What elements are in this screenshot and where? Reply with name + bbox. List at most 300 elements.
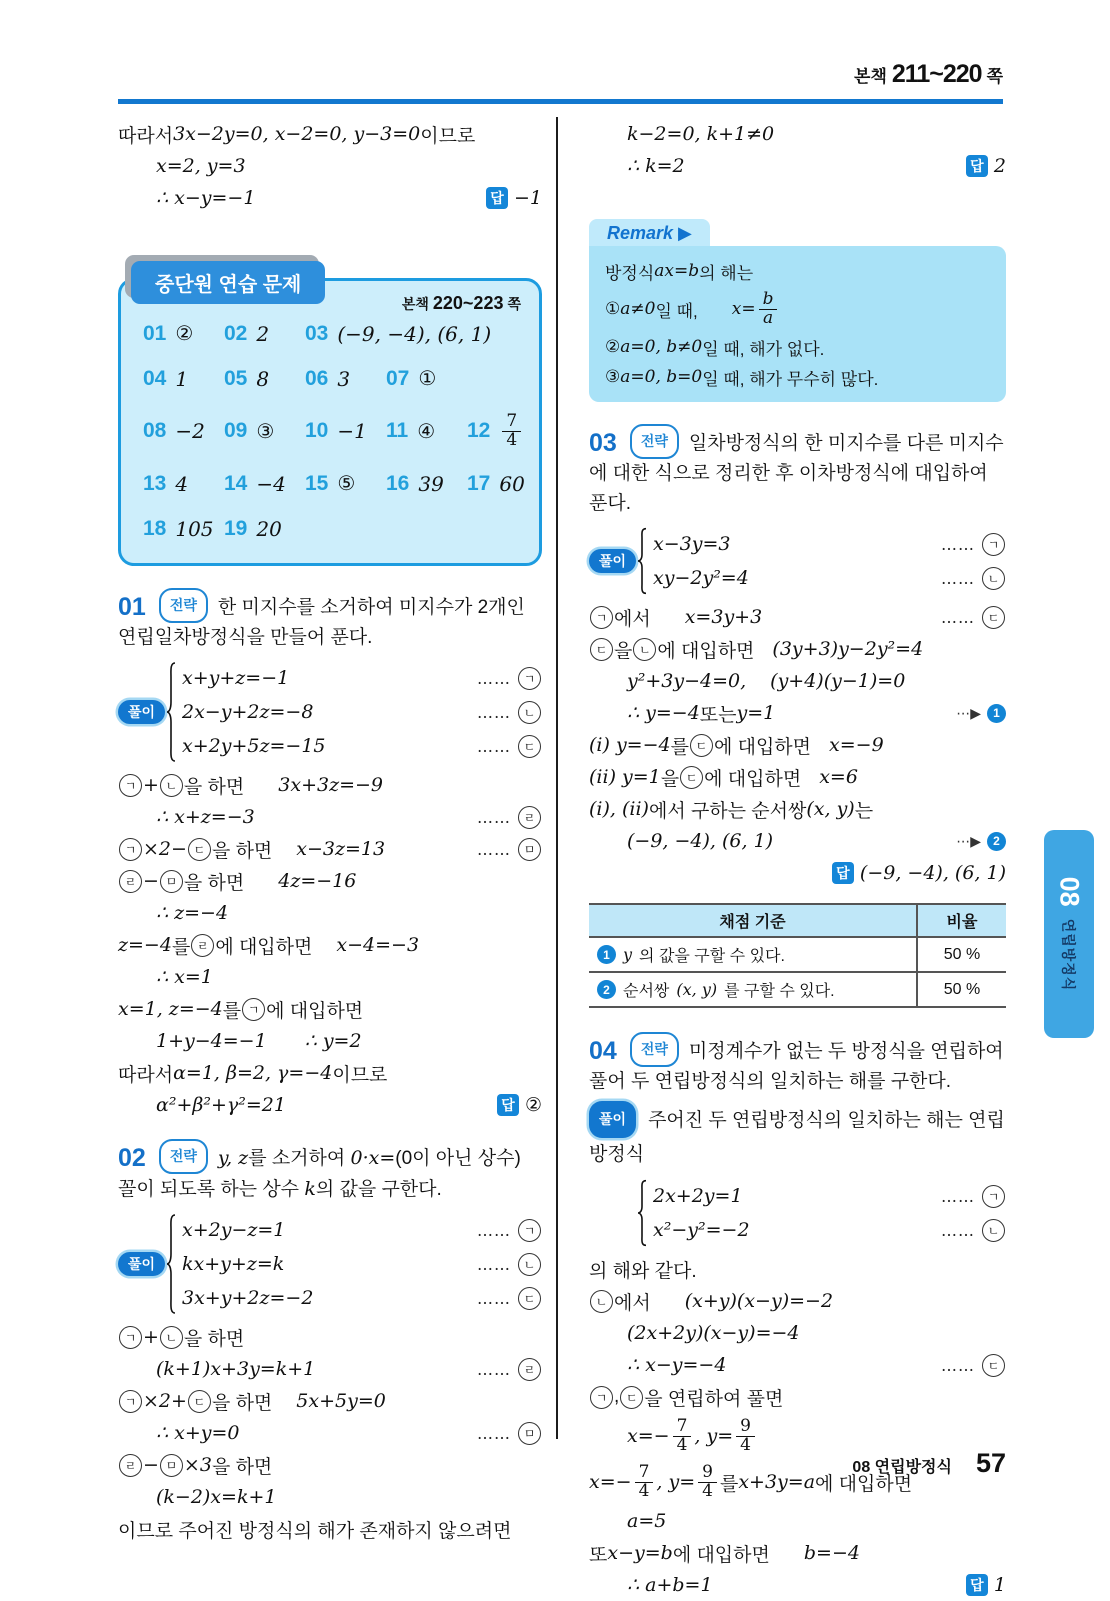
math-text: (3y+3)y−2y²=4 xyxy=(772,638,924,660)
line-right-part xyxy=(933,567,1006,590)
fraction xyxy=(736,1415,755,1455)
korean-text: 을 하면 xyxy=(183,1328,245,1350)
line-right-part xyxy=(958,155,1006,177)
answer-row xyxy=(143,461,525,506)
tag-dots: …… xyxy=(477,668,511,688)
korean-text: 를 xyxy=(719,1473,739,1495)
math-text: (i), (ii) xyxy=(589,798,649,820)
math-text: 3x+3z=−9 xyxy=(278,774,384,796)
math-text: y xyxy=(623,945,633,964)
solution-line xyxy=(118,961,542,993)
answer-item xyxy=(305,322,491,346)
korean-text: 주어진 두 연립방정식의 일치하는 해는 연립방정식 xyxy=(589,1110,1005,1165)
circled-label: ㄴ xyxy=(633,638,656,661)
math-text: ∴ y=2 xyxy=(304,1030,362,1052)
korean-text: 를 xyxy=(670,736,689,758)
answer-item-value xyxy=(256,472,285,496)
korean-text: 을 xyxy=(660,768,680,790)
line-right-part xyxy=(469,806,542,829)
korean-text: 에 대입하면 xyxy=(704,768,802,790)
circled-label: ㅁ xyxy=(160,1454,183,1477)
answer-box-ref-part: 본책 xyxy=(401,296,429,312)
line-right-part xyxy=(469,1287,542,1310)
spacer-block xyxy=(118,566,542,582)
math-text: 2x+2y=1 xyxy=(653,1185,743,1207)
problem-header xyxy=(118,1139,542,1205)
math-text: x=3y+3 xyxy=(684,606,763,628)
chapter-side-tab xyxy=(1044,830,1094,1038)
math-text: 105 xyxy=(175,516,214,541)
line-right-part xyxy=(469,1219,542,1242)
math-text: 20 xyxy=(256,516,282,541)
fraction xyxy=(698,1461,717,1501)
grading-table-body xyxy=(589,937,1006,1007)
solution-line xyxy=(589,665,1006,697)
solution-line xyxy=(589,857,1006,889)
math-text: + xyxy=(143,1326,159,1348)
remark-line xyxy=(605,332,990,362)
line-right-part xyxy=(824,862,1006,884)
step-marker: 1 xyxy=(987,704,1006,723)
math-text: x−3z=13 xyxy=(296,838,386,860)
remark-line xyxy=(605,256,990,286)
korean-text: 이므로 xyxy=(420,125,476,147)
math-text: , y= xyxy=(656,1471,696,1493)
tag-dots: …… xyxy=(941,1220,975,1240)
side-tab-number: 08 xyxy=(1054,876,1085,907)
fraction-denominator: a xyxy=(759,309,777,328)
tag-dots: …… xyxy=(941,1186,975,1206)
remark-box xyxy=(589,223,1006,402)
spacer-block xyxy=(589,182,1006,216)
solution-badge: 풀이 xyxy=(589,549,636,573)
math-text: x−3y=3 xyxy=(653,533,731,555)
fraction-numerator: b xyxy=(762,288,774,309)
math-text: k−2=0, k+1≠0 xyxy=(627,123,775,145)
answer-item xyxy=(224,517,305,541)
math-text: ∴ x−y=−1 xyxy=(156,187,256,209)
math-text: x=1, z=−4 xyxy=(118,998,223,1020)
equation-tag: ㄷ xyxy=(518,1287,541,1310)
korean-text: 미정계수가 없는 두 방정식을 연립하여 풀어 두 연립방정식의 일치하는 해를 구한다. xyxy=(589,1041,1004,1092)
solution-line xyxy=(589,761,1006,793)
grading-criteria-content xyxy=(597,978,908,1001)
problem-header xyxy=(118,588,542,653)
system-equation xyxy=(653,561,1006,595)
grading-criteria-header: 채점 기준 xyxy=(589,904,917,937)
answer-number: 12 xyxy=(467,419,491,442)
math-text: (i) y=−4 xyxy=(589,734,671,756)
solution-line xyxy=(118,801,542,833)
tag-dots: …… xyxy=(477,1423,511,1443)
answer-item-value xyxy=(175,472,188,496)
korean-text: 을 연립하여 풀면 xyxy=(644,1388,784,1410)
math-text: ∴ k=2 xyxy=(627,155,685,177)
korean-text: 를 소거하여 xyxy=(248,1148,351,1169)
answer-number: 18 xyxy=(143,516,167,540)
math-text: ×2+ xyxy=(143,1390,187,1412)
system-rows xyxy=(182,661,542,763)
korean-text: , xyxy=(614,1386,620,1407)
footer-chapter: 08 연립방정식 xyxy=(852,1459,952,1476)
math-text: x+y+z=−1 xyxy=(182,667,290,689)
math-text: (x, y) xyxy=(676,980,718,999)
math-text: x+2y−z=1 xyxy=(182,1219,286,1241)
line-right-part xyxy=(469,838,542,861)
equation-tag: ㄴ xyxy=(982,1219,1005,1242)
math-text: ∴ x+z=−3 xyxy=(156,806,255,828)
solution-line xyxy=(118,833,542,865)
answer-number: 13 xyxy=(143,471,167,495)
fraction-numerator: 7 xyxy=(676,1415,688,1436)
math-text: 1 xyxy=(175,366,189,391)
answer-box-ref-part: 쪽 xyxy=(507,296,521,312)
math-text: (k−2)x=k+1 xyxy=(156,1486,277,1508)
korean-text: 의 값을 구할 수 있다. xyxy=(639,948,785,965)
math-text: −2 xyxy=(175,419,205,443)
math-text: a≠0 xyxy=(620,299,656,319)
solution-line xyxy=(589,633,1006,665)
grading-table-row xyxy=(589,937,1006,972)
tag-dots: …… xyxy=(477,1254,511,1274)
math-text: −4 xyxy=(256,471,286,496)
fraction xyxy=(759,288,778,328)
answer-row xyxy=(143,506,521,551)
answer-box-ref-part: 220~223 xyxy=(432,293,504,313)
korean-text: 에서 xyxy=(614,1292,651,1314)
math-text: y=1 xyxy=(736,702,776,724)
answer-item xyxy=(143,517,224,541)
header-accent-line xyxy=(118,99,1003,104)
answer-item-value xyxy=(337,471,355,496)
line-right-part xyxy=(469,1358,542,1381)
answer-item-value xyxy=(499,472,524,496)
tag-dots: …… xyxy=(941,534,975,554)
grading-table-row xyxy=(589,972,1006,1007)
system-brace xyxy=(165,1214,177,1314)
circled-label: ㄷ xyxy=(690,734,713,757)
step-arrow: ⋯▶ xyxy=(956,704,981,721)
solution-line xyxy=(589,825,1006,857)
korean-text: 에서 구하는 순서쌍 xyxy=(648,800,807,822)
line-right-part xyxy=(478,187,542,209)
answer-item-value xyxy=(418,472,443,496)
tag-dots: …… xyxy=(477,839,511,859)
math-text: α=1, β=2, γ=−4 xyxy=(173,1062,333,1084)
tag-dots: …… xyxy=(477,736,511,756)
spacer-block xyxy=(118,1121,542,1133)
math-text: z=−4 xyxy=(118,934,172,956)
answer-number: 17 xyxy=(467,471,491,495)
circled-label: ㄴ xyxy=(160,774,183,797)
problem-number: 04 xyxy=(589,1037,617,1065)
remark-line xyxy=(605,362,990,392)
circled-label: ㄹ xyxy=(191,934,214,957)
grading-criteria-cell xyxy=(589,937,917,972)
remark-line xyxy=(605,286,990,332)
answer-number: 04 xyxy=(143,366,167,390)
answer-value xyxy=(860,862,1006,884)
korean-text: 에서 xyxy=(614,608,651,630)
line-right-part xyxy=(933,606,1006,629)
answer-number: 09 xyxy=(224,419,248,442)
answer-item-value xyxy=(499,410,524,450)
korean-text: 을 하면 xyxy=(183,776,245,798)
header-ref-suffix: 쪽 xyxy=(986,67,1003,86)
line-right-part xyxy=(469,1253,542,1276)
math-text: (k+1)x+3y=k+1 xyxy=(156,1358,316,1380)
solution-badge: 풀이 xyxy=(589,1101,636,1138)
circled-label: ㄷ xyxy=(620,1386,643,1409)
answer-item-value xyxy=(337,367,350,391)
math-text: k xyxy=(304,1178,316,1200)
solution-line xyxy=(589,1317,1006,1349)
korean-text: 에 대입하면 xyxy=(672,1544,770,1566)
korean-text: 일 때, 해가 없다. xyxy=(702,339,825,359)
math-text: (x, y) xyxy=(806,798,855,820)
equation-tag: ㅁ xyxy=(518,1422,541,1445)
korean-text: 을 하면 xyxy=(211,1456,273,1478)
grading-ratio-header: 비율 xyxy=(917,904,1006,937)
system-equation xyxy=(182,661,542,695)
korean-text: ① xyxy=(418,368,437,390)
solution-line xyxy=(589,1381,1006,1413)
answer-item xyxy=(305,419,386,443)
line-right-part xyxy=(933,1185,1006,1208)
solution-line xyxy=(118,897,542,929)
spacer-block xyxy=(589,889,1006,895)
line-right-part xyxy=(933,533,1006,556)
answer-number: 19 xyxy=(224,516,248,540)
equation-system xyxy=(589,527,1006,595)
solution-line xyxy=(589,601,1006,633)
equation-tag: ㄷ xyxy=(982,1354,1005,1377)
answer-number: 14 xyxy=(224,471,248,495)
korean-text: 을 하면 xyxy=(211,840,273,862)
tag-dots: …… xyxy=(941,607,975,627)
solution-line xyxy=(589,729,1006,761)
tag-dots: …… xyxy=(477,807,511,827)
math-text: α²+β²+γ²=21 xyxy=(156,1094,286,1116)
korean-text: 의 해는 xyxy=(699,263,754,283)
math-text: x=2, y=3 xyxy=(156,155,246,177)
math-text: (x+y)(x−y)=−2 xyxy=(684,1290,834,1312)
solution-badge: 풀이 xyxy=(118,1252,165,1276)
strategy-badge: 전략 xyxy=(159,1139,208,1174)
spacer xyxy=(811,745,829,746)
circled-label: ㄱ xyxy=(119,1326,142,1349)
math-text: ∴ x−y=−4 xyxy=(627,1354,727,1376)
equation-system xyxy=(589,1179,1006,1247)
math-text: x=6 xyxy=(819,766,858,788)
solution-line xyxy=(118,929,542,961)
math-text: a=0, b≠0 xyxy=(620,337,703,357)
answer-value xyxy=(514,187,542,209)
answer-item xyxy=(224,419,305,444)
system-equation xyxy=(182,1281,542,1315)
spacer xyxy=(651,617,685,618)
math-text: ∴ x+y=0 xyxy=(156,1422,240,1444)
step-marker: 1 xyxy=(597,945,616,964)
answer-item xyxy=(386,419,467,444)
korean-text: 를 구할 수 있다. xyxy=(724,983,835,1000)
answer-number: 11 xyxy=(386,419,409,442)
math-text: (ii) y=1 xyxy=(589,766,661,788)
tag-dots: …… xyxy=(941,1355,975,1375)
math-text: a=5 xyxy=(627,1510,667,1532)
math-text: 4 xyxy=(175,471,189,496)
math-text: b=−4 xyxy=(803,1542,860,1564)
korean-text: 일 때, xyxy=(655,301,698,321)
system-brace xyxy=(165,662,177,762)
spacer xyxy=(244,785,278,786)
equation-tag: ㄷ xyxy=(518,735,541,758)
solution-line xyxy=(118,182,542,214)
spacer xyxy=(244,881,278,882)
equation-tag: ㄴ xyxy=(982,567,1005,590)
solution-line xyxy=(118,1025,542,1057)
remark-title: Remark ▶ xyxy=(589,219,710,246)
equation-system xyxy=(118,1213,542,1315)
circled-label: ㄴ xyxy=(160,1326,183,1349)
circled-label: ㅁ xyxy=(160,870,183,893)
equation-tag: ㄴ xyxy=(518,1253,541,1276)
answer-number: 06 xyxy=(305,366,329,390)
korean-text: (0이 아닌 상수) 꼴이 되도록 하는 상수 xyxy=(118,1148,521,1200)
solution-line xyxy=(118,865,542,897)
fraction-denominator: 4 xyxy=(698,1482,717,1501)
math-text: , y= xyxy=(694,1425,734,1447)
math-text: ∴ y=−4 xyxy=(627,702,700,724)
circled-label: ㄴ xyxy=(590,1290,613,1313)
answer-item xyxy=(143,367,224,391)
math-text: −1 xyxy=(337,419,367,443)
answer-item xyxy=(467,472,548,496)
answer-item-value xyxy=(337,322,491,346)
korean-text: 일차방정식의 한 미지수를 다른 미지수에 대한 식으로 정리한 후 이차방정식에 대입하여 푼다. xyxy=(589,433,1004,514)
answer-box-page-ref xyxy=(402,293,521,314)
answer-item xyxy=(143,472,224,496)
grading-table xyxy=(589,903,1006,1008)
spacer xyxy=(770,1553,804,1554)
solution-line xyxy=(118,1321,542,1353)
solution-line xyxy=(118,993,542,1025)
fraction xyxy=(673,1415,692,1455)
korean-text: ② xyxy=(175,323,194,345)
line-right-part xyxy=(489,1094,542,1117)
answer-number: 05 xyxy=(224,366,248,390)
problem-header xyxy=(589,1032,1006,1097)
math-text: 2 xyxy=(256,321,270,346)
solution-line xyxy=(118,1057,542,1089)
math-text: 5x+5y=0 xyxy=(296,1390,386,1412)
side-tab-label: 연립방정식 xyxy=(1061,918,1077,992)
solution-line xyxy=(589,1253,1006,1285)
answer-row xyxy=(143,401,521,461)
circled-label: ㄱ xyxy=(590,1386,613,1409)
equation-system xyxy=(118,661,542,763)
answer-badge: 답 xyxy=(966,1574,988,1596)
circled-label: ㄷ xyxy=(188,1390,211,1413)
math-text: x−y=b xyxy=(607,1542,673,1564)
strategy-badge: 전략 xyxy=(630,424,679,459)
solution-paragraph xyxy=(589,1101,1006,1171)
grading-ratio-cell: 50 % xyxy=(917,937,1006,972)
korean-text: 을 하면 xyxy=(211,1392,273,1414)
equation-tag: ㄱ xyxy=(982,1185,1005,1208)
system-rows xyxy=(653,527,1006,595)
system-equation xyxy=(653,1179,1006,1213)
answer-badge: 답 xyxy=(832,862,854,884)
solution-line xyxy=(589,150,1006,182)
answer-item-value xyxy=(256,419,274,444)
answer-item-value xyxy=(256,517,281,541)
solution-line xyxy=(589,793,1006,825)
math-text: (−9, −4), (6, 1) xyxy=(627,830,774,852)
equation-tag: ㄷ xyxy=(982,606,1005,629)
circled-label: ㄷ xyxy=(188,838,211,861)
answer-item xyxy=(305,471,386,496)
answer-value xyxy=(994,1574,1006,1596)
line-right-part xyxy=(469,667,542,690)
answer-item-value xyxy=(175,419,204,443)
spacer xyxy=(272,1401,296,1402)
line-right-part xyxy=(933,1354,1006,1377)
spacer-block xyxy=(118,214,542,254)
problem-header xyxy=(589,424,1006,519)
grading-ratio-cell: 50 % xyxy=(917,972,1006,1007)
fraction-numerator: 9 xyxy=(702,1461,713,1482)
circled-label: ㄱ xyxy=(119,1390,142,1413)
tag-dots: …… xyxy=(477,1220,511,1240)
header-ref-prefix: 본책 xyxy=(854,67,887,86)
spacer xyxy=(754,649,772,650)
column-divider xyxy=(556,117,558,1439)
korean-text: 따라서 xyxy=(118,1064,174,1086)
system-brace xyxy=(636,1180,648,1246)
equation-tag: ㄱ xyxy=(518,1219,541,1242)
answer-item-value xyxy=(418,366,436,391)
spacer xyxy=(651,1301,685,1302)
answer-number: 01 xyxy=(143,321,167,345)
answer-summary-box xyxy=(118,274,542,566)
line-right-part xyxy=(948,704,1006,723)
math-text: y²+3y−4=0, xyxy=(627,670,747,692)
answer-value xyxy=(525,1094,542,1117)
circled-label: ㄱ xyxy=(119,774,142,797)
solution-line xyxy=(589,1537,1006,1569)
solution-line xyxy=(118,118,542,150)
math-text: 1+y−4=−1 xyxy=(156,1030,267,1052)
math-text: 2 xyxy=(993,155,1006,177)
spacer xyxy=(312,945,336,946)
math-text: kx+y+z=k xyxy=(182,1253,285,1275)
math-text: 3 xyxy=(337,366,351,391)
solution-line xyxy=(118,1449,542,1481)
math-text: ax=b xyxy=(654,261,700,281)
answer-item-value xyxy=(417,419,435,444)
answer-item xyxy=(467,410,548,450)
solution-line xyxy=(589,697,1006,729)
math-text: 39 xyxy=(418,471,444,496)
solution-line xyxy=(118,1089,542,1121)
korean-text: 를 xyxy=(222,1000,242,1022)
fraction-denominator: 4 xyxy=(673,1436,692,1455)
solution-line xyxy=(118,769,542,801)
math-text: 60 xyxy=(499,471,525,496)
answer-value xyxy=(994,155,1006,177)
answer-box-title: 중단원 연습 문제 xyxy=(131,261,325,304)
